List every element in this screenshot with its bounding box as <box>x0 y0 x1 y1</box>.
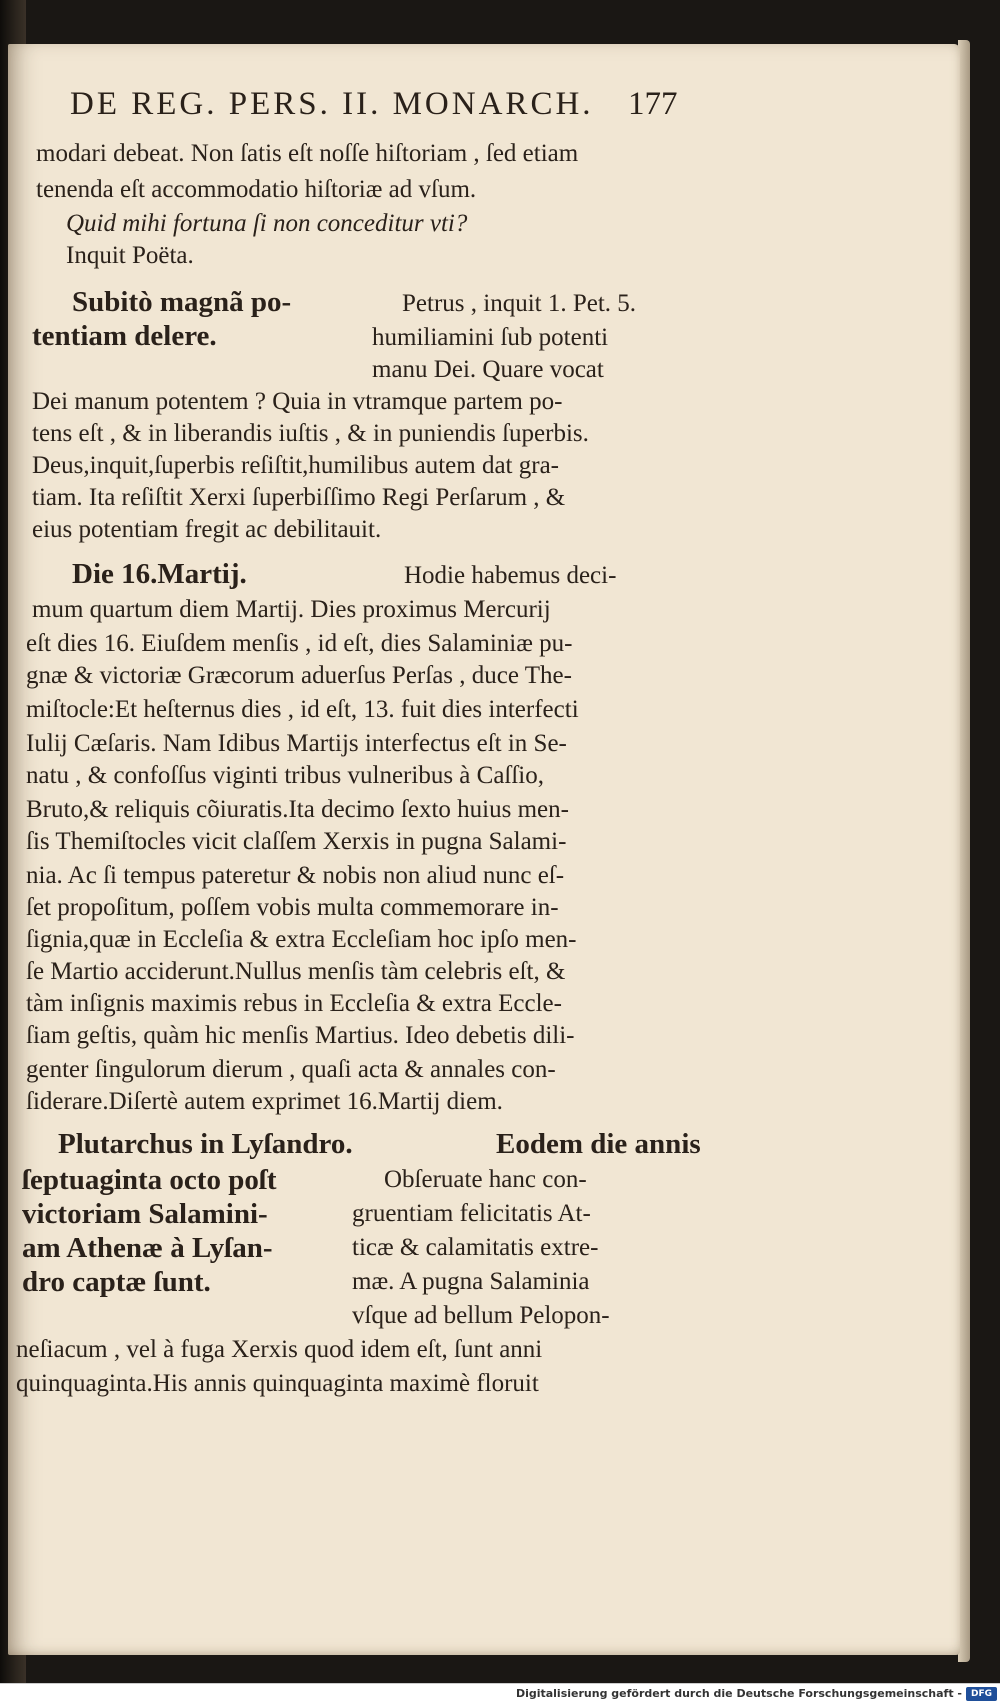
text-line: Dei manum potentem ? Quia in vtramque partem po- <box>32 388 563 415</box>
text-line: ſis Themiſtocles vicit claſſem Xerxis in pugna Salami- <box>26 828 567 855</box>
text-line: manu Dei. Quare vocat <box>372 356 604 383</box>
text-line: eius potentiam fregit ac debilitauit. <box>32 516 382 543</box>
text-line: Bruto,& reliquis cõiuratis.Ita decimo ſexto huius men- <box>26 796 569 823</box>
margin-note: am Athenæ à Lyſan- <box>22 1232 273 1264</box>
margin-note: Die 16.Martij. <box>72 558 247 590</box>
text-line: ſet propoſitum, poſſem vobis multa commemorare in- <box>26 894 559 921</box>
text-line: neſiacum , vel à fuga Xerxis quod idem eſt, ſunt anni <box>16 1336 543 1363</box>
page-number: 177 <box>628 86 678 122</box>
text-line: tenenda eſt accommodatio hiſtoriæ ad vſum. <box>36 176 477 203</box>
text-line: Iulij Cæſaris. Nam Idibus Martijs interfectus eſt in Se- <box>26 730 567 757</box>
text-line: mæ. A pugna Salaminia <box>352 1268 590 1295</box>
text-line: ſe Martio acciderunt.Nullus menſis tàm celebris eſt, & <box>26 958 566 985</box>
text-line: gruentiam felicitatis At- <box>352 1200 591 1227</box>
running-head: DE REG. PERS. II. MONARCH. <box>70 86 594 122</box>
dfg-logo-icon: DFG <box>966 1687 997 1701</box>
margin-note: Plutarchus in Lyſandro. <box>58 1128 353 1160</box>
text-line: eſt dies 16. Eiuſdem menſis , id eſt, dies Salaminiæ pu- <box>26 630 573 657</box>
text-line: ſiam geſtis, quàm hic menſis Martius. Ideo debetis dili- <box>26 1022 575 1049</box>
margin-note: tentiam delere. <box>32 320 217 352</box>
text-line: Hodie habemus deci- <box>404 562 617 589</box>
text-line: nia. Ac ſi tempus pateretur & nobis non aliud nunc eſ- <box>26 862 565 889</box>
text-line: tiam. Ita reſiſtit Xerxi ſuperbiſſimo Regi Perſarum , & <box>32 484 566 511</box>
text-line: vſque ad bellum Pelopon- <box>352 1302 610 1329</box>
text-line: Obſeruate hanc con- <box>384 1166 587 1193</box>
margin-note: dro captæ ſunt. <box>22 1266 211 1298</box>
text-line: Deus,inquit,ſuperbis reſiſtit,humilibus autem dat gra- <box>32 452 559 479</box>
text-line: Eodem die annis <box>496 1128 701 1160</box>
text-line: Petrus , inquit 1. Pet. 5. <box>402 290 637 317</box>
text-line: humiliamini ſub potenti <box>372 324 609 351</box>
text-line: quinquaginta.His annis quinquaginta maximè floruit <box>16 1370 539 1397</box>
text-line: modari debeat. Non ſatis eſt noſſe hiſtoriam , ſed etiam <box>36 140 579 167</box>
text-line: gnæ & victoriæ Græcorum aduerſus Perſas , duce The- <box>26 662 572 689</box>
text-line: tens eſt , & in liberandis iuſtis , & in puniendis ſuperbis. <box>32 420 589 447</box>
margin-note: victoriam Salamini- <box>22 1198 268 1230</box>
text-line: ticæ & calamitatis extre- <box>352 1234 599 1261</box>
text-line: miſtocle:Et heſternus dies , id eſt, 13. fuit dies interfecti <box>26 696 579 723</box>
footer-credit: Digitalisierung gefördert durch die Deutsche Forschungsgemeinschaft - <box>515 1687 962 1700</box>
margin-note: ſeptuaginta octo poſt <box>22 1164 277 1196</box>
digitization-footer <box>0 1683 1000 1704</box>
text-line: Inquit Poëta. <box>66 242 194 269</box>
text-line: ſiderare.Diſertè autem exprimet 16.Martij diem. <box>26 1088 503 1115</box>
text-line: natu , & confoſſus viginti tribus vulneribus à Caſſio, <box>26 762 545 789</box>
text-line: mum quartum diem Martij. Dies proximus Mercurij <box>32 596 551 623</box>
text-line: ſignia,quæ in Eccleſia & extra Eccleſiam hoc ipſo men- <box>26 926 577 953</box>
text-line: genter ſingulorum dierum , quaſi acta & annales con- <box>26 1056 556 1083</box>
margin-note: Subitò magnã po- <box>72 286 292 318</box>
text-line: tàm inſignis maximis rebus in Eccleſia & extra Eccle- <box>26 990 562 1017</box>
quotation-line: Quid mihi fortuna ſi non conceditur vti? <box>66 210 468 237</box>
